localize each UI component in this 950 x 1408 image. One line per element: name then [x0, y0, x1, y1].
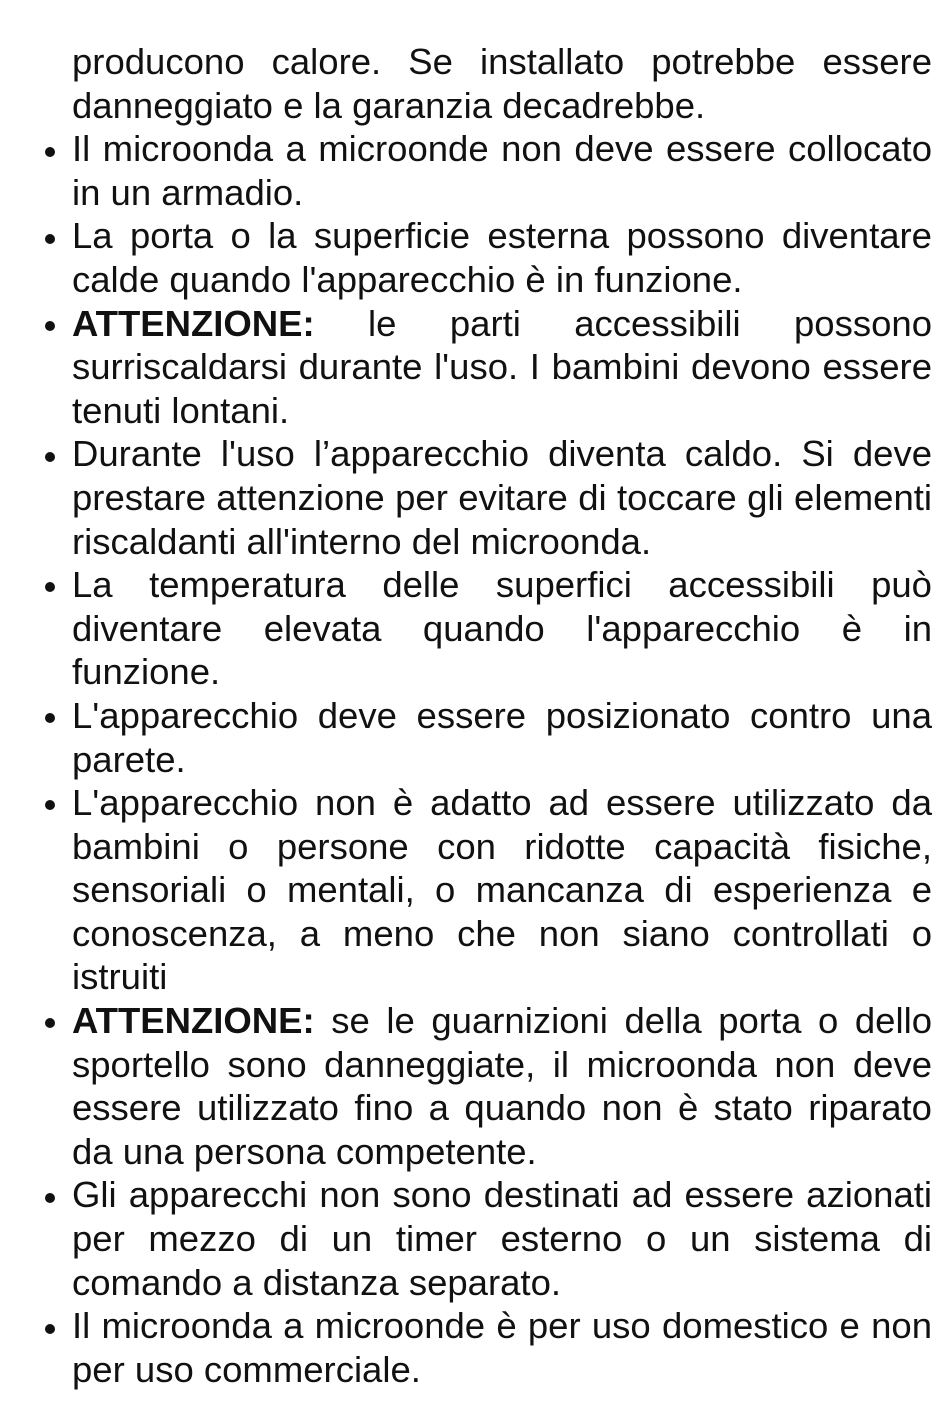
- item-text: Durante l'uso l’apparecchio diventa caldo. Si deve prestare attenzione per evitare di toccare gli elementi riscaldanti all'interno del microonda.: [72, 433, 932, 562]
- item-text: Il microonda a microonde non deve essere collocato in un armadio.: [72, 128, 932, 213]
- item-text: La temperatura delle superfici accessibili può diventare elevata quando l'apparecchio è in funzione.: [72, 564, 932, 693]
- bullet-icon: [38, 302, 62, 346]
- bullet-icon: [38, 432, 62, 476]
- bullet-icon: [38, 563, 62, 607]
- warning-label: ATTENZIONE:: [72, 1000, 315, 1042]
- list-item: [72, 214, 932, 301]
- list-item: [72, 999, 932, 1173]
- list-item: [72, 302, 932, 433]
- item-text: Gli apparecchi non sono destinati ad essere azionati per mezzo di un timer esterno o un sistema di comando a distanza separato.: [72, 1174, 932, 1303]
- item-text: L'apparecchio non è adatto ad essere utilizzato da bambini o persone con ridotte capacità fisiche, sensoriali o mentali, o mancanza di esperienza e conoscenza, a meno che non siano controllati o istruiti: [72, 782, 932, 998]
- bullet-icon: [38, 1173, 62, 1217]
- list-item: [72, 127, 932, 214]
- list-item: [72, 781, 932, 999]
- bullet-icon: [38, 781, 62, 825]
- item-text: La porta o la superficie esterna possono diventare calde quando l'apparecchio è in funzione.: [72, 215, 932, 300]
- list-item: [72, 563, 932, 694]
- item-text: Il microonda a microonde è per uso domestico e non per uso commerciale.: [72, 1305, 932, 1390]
- warning-label: ATTENZIONE:: [72, 302, 315, 344]
- bullet-icon: [38, 999, 62, 1043]
- bullet-icon: [38, 694, 62, 738]
- item-text: le parti accessibili possono surriscaldarsi durante l'uso. I bambini devono essere tenuti lontani.: [72, 302, 932, 431]
- item-text: L'apparecchio deve essere posizionato contro una parete.: [72, 694, 932, 780]
- list-item: [72, 432, 932, 563]
- intro-paragraph: producono calore. Se installato potrebbe essere danneggiato e la garanzia decadrebbe.: [72, 41, 932, 126]
- safety-list: [72, 127, 932, 1391]
- bullet-icon: [38, 127, 62, 171]
- list-item: [72, 1173, 932, 1304]
- list-item: [72, 1304, 932, 1391]
- bullet-icon: [38, 1304, 62, 1348]
- page-content: [72, 40, 932, 1391]
- list-item: [72, 694, 932, 781]
- item-text: se le guarnizioni della porta o dello sportello sono danneggiate, il microonda non deve essere utilizzato fino a quando non è stato riparato da una persona competente.: [72, 1000, 932, 1172]
- bullet-icon: [38, 214, 62, 258]
